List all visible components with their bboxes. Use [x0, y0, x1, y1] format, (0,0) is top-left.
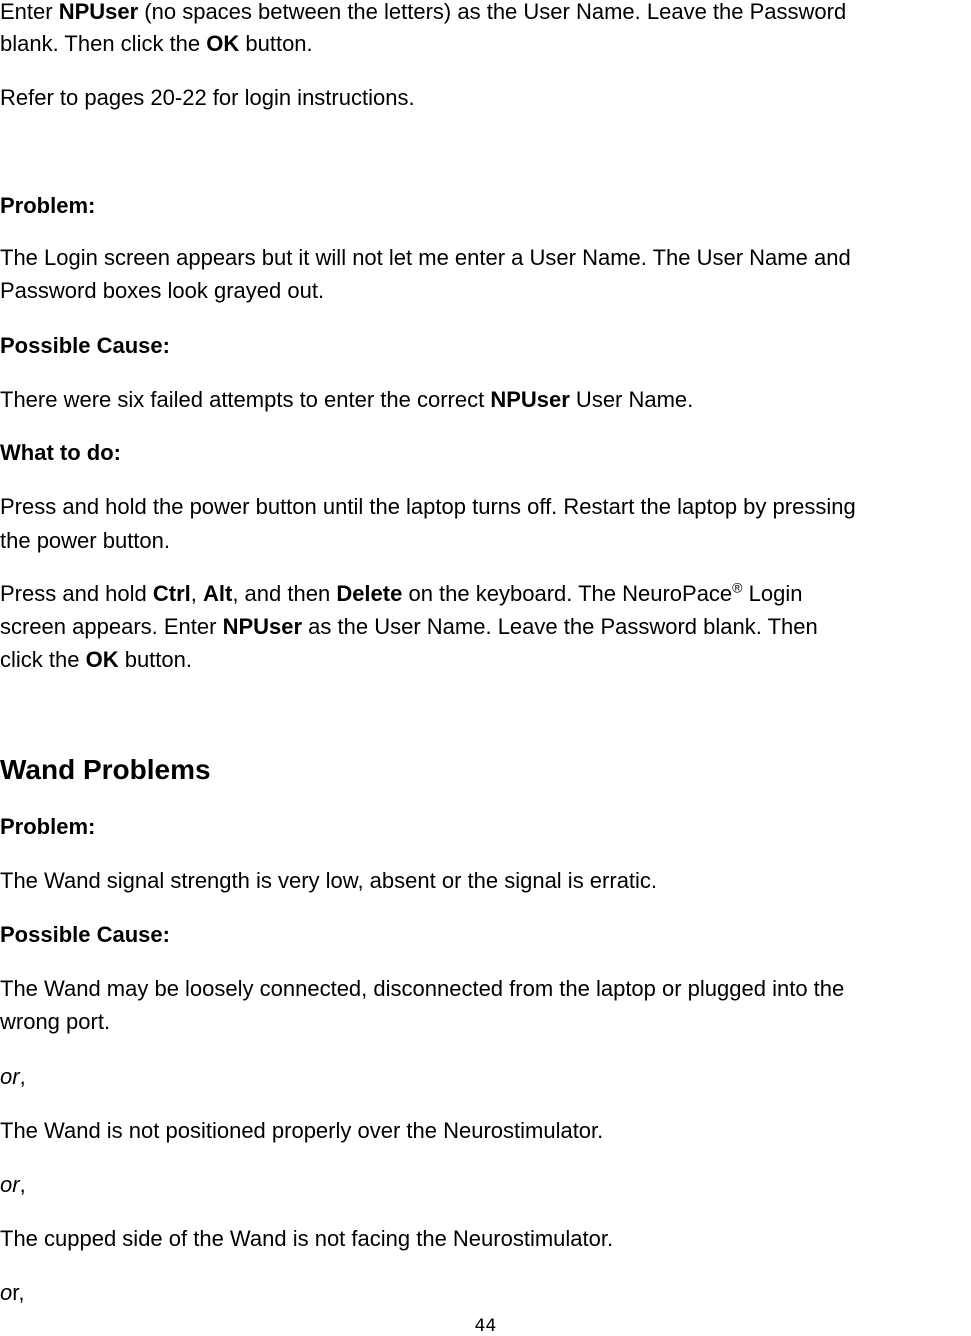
paragraph-line: wrong port. — [0, 1009, 111, 1034]
section-heading: Wand Problems — [0, 754, 211, 785]
text: (no spaces between the letters) as the User Name. Leave the Password — [138, 0, 847, 24]
text: blank. Then click the — [0, 31, 207, 56]
bold-text: NPUser — [58, 0, 139, 24]
text: User Name. — [569, 387, 694, 412]
italic-text: o — [0, 1280, 13, 1305]
cause-label: Possible Cause: — [0, 922, 170, 947]
text: , — [190, 581, 203, 606]
text: There were six failed attempts to enter the correct — [0, 387, 491, 412]
paragraph-line: the power button. — [0, 528, 171, 553]
paragraph-line — [0, 0, 846, 28]
text: , and then — [232, 581, 337, 606]
paragraph-line — [0, 644, 192, 676]
paragraph-line: The cupped side of the Wand is not facing the Neurostimulator. — [0, 1226, 614, 1251]
todo-label: What to do: — [0, 440, 121, 465]
text: Enter — [0, 0, 59, 24]
paragraph-line: The Wand is not positioned properly over the Neurostimulator. — [0, 1118, 604, 1143]
registered-mark: ® — [732, 579, 743, 596]
paragraph-line: Refer to pages 20-22 for login instructions. — [0, 85, 415, 110]
text: Press and hold — [0, 581, 153, 606]
paragraph-line — [0, 28, 313, 60]
italic-text: or — [0, 1064, 20, 1089]
paragraph-line: The Login screen appears but it will not let me enter a User Name. The User Name and — [0, 245, 851, 270]
bold-text: Delete — [336, 581, 403, 606]
text: Login — [742, 581, 803, 606]
problem-label: Problem: — [0, 814, 96, 839]
text: button. — [118, 647, 192, 672]
or-line — [0, 1061, 26, 1093]
page-number: 44 — [474, 1316, 497, 1336]
text: , — [19, 1064, 26, 1089]
cause-label: Possible Cause: — [0, 333, 170, 358]
problem-label: Problem: — [0, 193, 96, 218]
paragraph-line — [0, 578, 802, 610]
paragraph-line: Password boxes look grayed out. — [0, 278, 325, 303]
text: on the keyboard. The NeuroPace — [402, 581, 733, 606]
bold-text: NPUser — [490, 387, 570, 412]
paragraph-line — [0, 611, 818, 643]
text: screen appears. Enter — [0, 614, 223, 639]
bold-text: NPUser — [222, 614, 303, 639]
text: , — [19, 1172, 26, 1197]
bold-text: Ctrl — [152, 581, 191, 606]
or-line — [0, 1277, 24, 1309]
italic-text: or — [0, 1172, 20, 1197]
bold-text: OK — [85, 647, 119, 672]
text: as the User Name. Leave the Password blank. Then — [302, 614, 818, 639]
or-line — [0, 1169, 26, 1201]
bold-text: OK — [206, 31, 240, 56]
paragraph-line: The Wand may be loosely connected, disconnected from the laptop or plugged into the — [0, 976, 845, 1001]
text: button. — [239, 31, 313, 56]
text: r, — [12, 1280, 25, 1305]
bold-text: Alt — [203, 581, 233, 606]
paragraph-line: The Wand signal strength is very low, absent or the signal is erratic. — [0, 868, 658, 893]
paragraph-line — [0, 384, 693, 416]
text: click the — [0, 647, 86, 672]
paragraph-line: Press and hold the power button until the laptop turns off. Restart the laptop by pressing — [0, 494, 856, 519]
